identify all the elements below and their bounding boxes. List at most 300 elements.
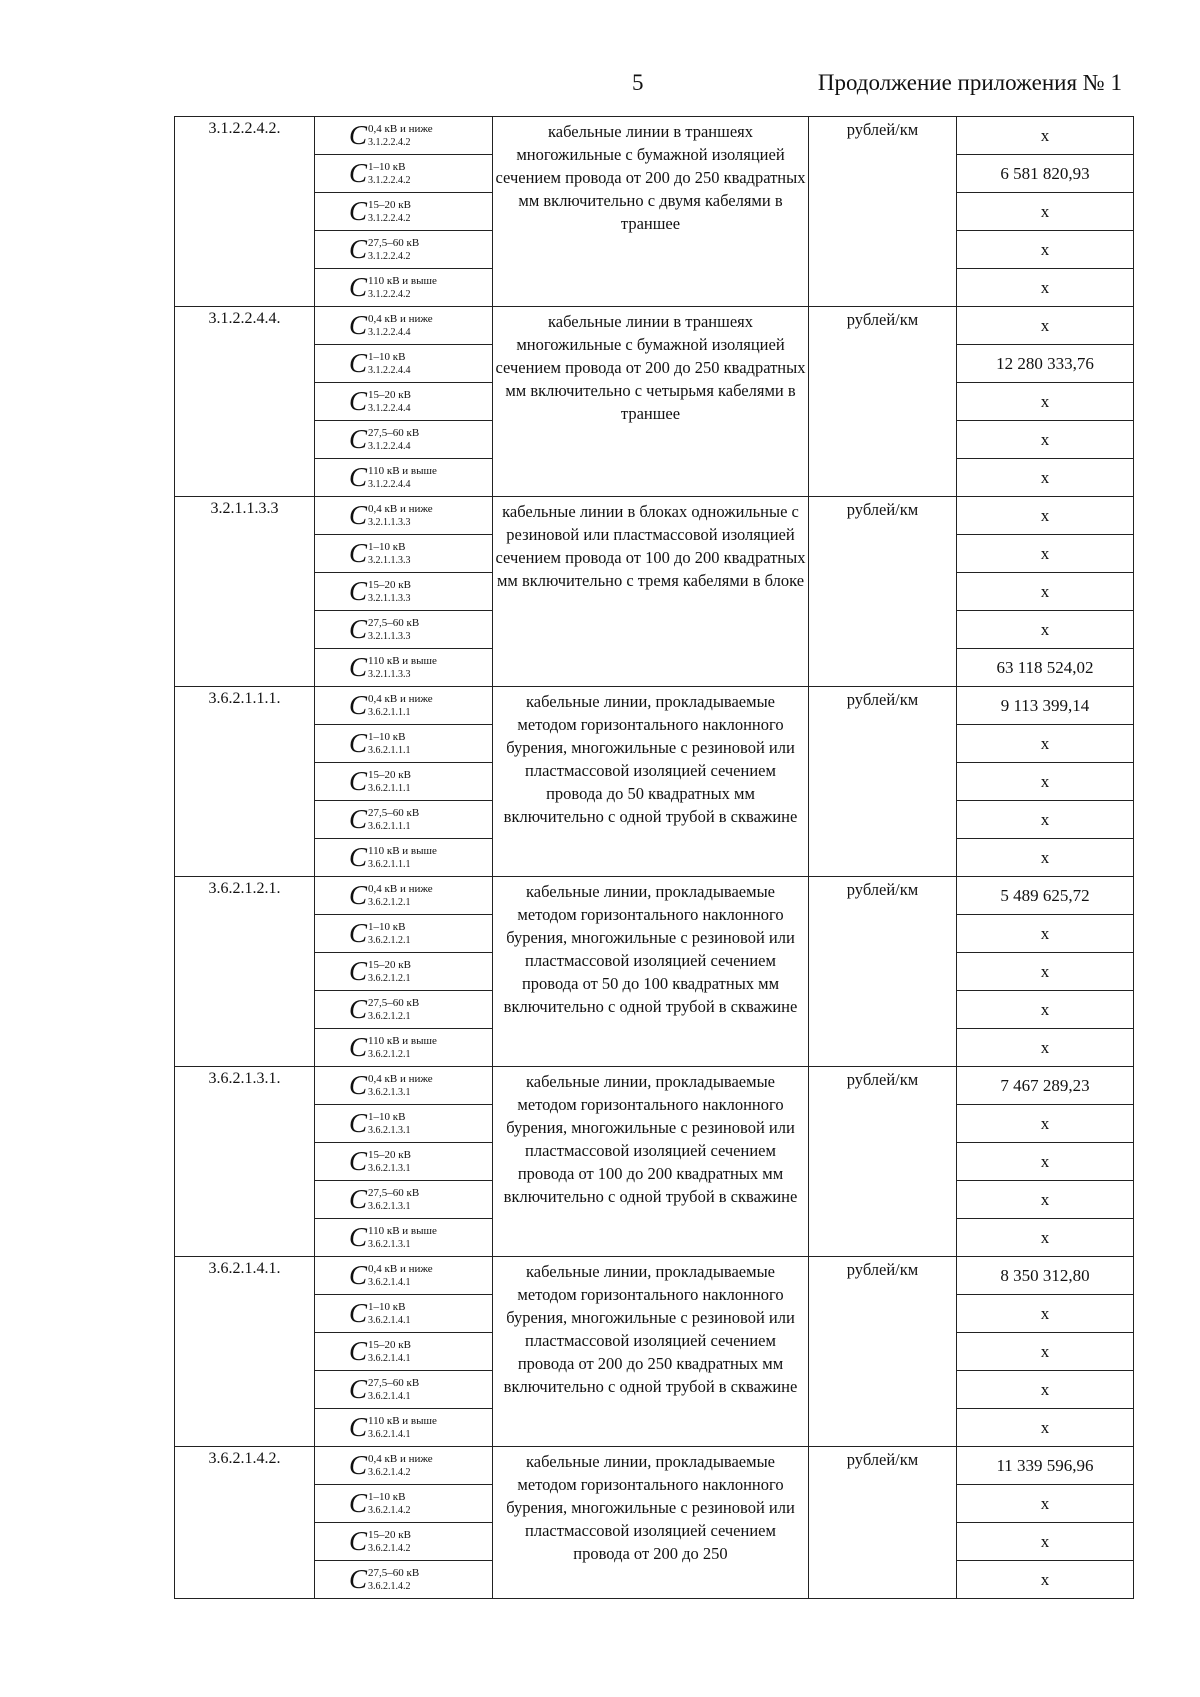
rate-value: 8 350 312,80 [957, 1257, 1134, 1295]
tariff-symbol-letter: C [349, 766, 368, 796]
tariff-symbol-letter: C [349, 1260, 368, 1290]
row-code: 3.2.1.1.3.3 [175, 497, 315, 687]
voltage-level-superscript: 1–10 кВ [368, 920, 406, 933]
tariff-symbol-formula [349, 882, 433, 909]
row-unit: рублей/км [809, 1257, 957, 1447]
row-index-subscript: 3.6.2.1.1.1 [368, 858, 411, 870]
tariff-symbol-indices [368, 1302, 411, 1326]
tariff-symbol [315, 801, 493, 839]
tariff-symbol [315, 459, 493, 497]
tariff-symbol-formula [349, 730, 411, 757]
tariff-symbol [315, 1333, 493, 1371]
tariff-symbol-formula [349, 1224, 437, 1251]
tariff-symbol [315, 1523, 493, 1561]
row-index-subscript: 3.6.2.1.1.1 [368, 782, 411, 794]
tariff-symbol [315, 991, 493, 1029]
tariff-symbol [315, 421, 493, 459]
tariff-symbol-formula [349, 312, 433, 339]
row-index-subscript: 3.6.2.1.1.1 [368, 744, 411, 756]
tariff-symbol-formula [349, 198, 411, 225]
rate-value: х [957, 1333, 1134, 1371]
row-description: кабельные линии, прокладываемые методом горизонтального наклонного бурения, многожильные с резиновой или пластмассовой изоляцией сечением провода от 50 до 100 квадратных мм включительно с одной трубой в скважине [493, 877, 809, 1067]
tariff-symbol [315, 1067, 493, 1105]
voltage-level-superscript: 15–20 кВ [368, 768, 411, 781]
tariff-symbol-letter: C [349, 1564, 368, 1594]
tariff-symbol-letter: C [349, 918, 368, 948]
row-index-subscript: 3.2.1.1.3.3 [368, 516, 411, 528]
tariff-symbol-indices [368, 998, 419, 1022]
voltage-level-superscript: 1–10 кВ [368, 1490, 406, 1503]
row-description: кабельные линии, прокладываемые методом горизонтального наклонного бурения, многожильные с резиновой или пластмассовой изоляцией сечением провода от 100 до 200 квадратных мм включительно с одной трубой в скважине [493, 1067, 809, 1257]
rate-value: х [957, 459, 1134, 497]
row-index-subscript: 3.2.1.1.3.3 [368, 668, 411, 680]
tariff-symbol [315, 535, 493, 573]
voltage-level-superscript: 15–20 кВ [368, 578, 411, 591]
rate-value: х [957, 991, 1134, 1029]
tariff-symbol-formula [349, 122, 433, 149]
tariff-symbol-indices [368, 618, 419, 642]
rate-value: х [957, 611, 1134, 649]
row-unit: рублей/км [809, 1067, 957, 1257]
tariff-symbol-indices [368, 580, 411, 604]
table-row [175, 307, 1134, 345]
row-index-subscript: 3.6.2.1.3.1 [368, 1086, 411, 1098]
rate-value: х [957, 1295, 1134, 1333]
tariff-symbol [315, 649, 493, 687]
tariff-symbol-indices [368, 922, 411, 946]
rate-value: х [957, 231, 1134, 269]
voltage-level-superscript: 1–10 кВ [368, 1110, 406, 1123]
rate-value: х [957, 1029, 1134, 1067]
voltage-level-superscript: 27,5–60 кВ [368, 616, 420, 629]
tariff-symbol-indices [368, 1530, 411, 1554]
tariff-symbol-letter: C [349, 1412, 368, 1442]
tariff-symbol-letter: C [349, 158, 368, 188]
row-index-subscript: 3.6.2.1.4.1 [368, 1314, 411, 1326]
row-index-subscript: 3.1.2.2.4.2 [368, 212, 411, 224]
tariff-symbol-formula [349, 1452, 433, 1479]
row-index-subscript: 3.6.2.1.3.1 [368, 1200, 411, 1212]
rate-value: х [957, 573, 1134, 611]
rate-value: 9 113 399,14 [957, 687, 1134, 725]
tariff-symbol-letter: C [349, 538, 368, 568]
tariff-symbol-indices [368, 884, 433, 908]
tariff-table [174, 116, 1134, 1599]
row-code: 3.6.2.1.4.2. [175, 1447, 315, 1599]
tariff-symbol-formula [349, 958, 411, 985]
row-description: кабельные линии в траншеях многожильные с бумажной изоляцией сечением провода от 200 до 250 квадратных мм включительно с двумя кабелями в траншее [493, 117, 809, 307]
row-index-subscript: 3.1.2.2.4.2 [368, 174, 411, 186]
table-row [175, 1257, 1134, 1295]
voltage-level-superscript: 0,4 кВ и ниже [368, 122, 433, 135]
row-index-subscript: 3.1.2.2.4.4 [368, 326, 411, 338]
tariff-symbol [315, 1485, 493, 1523]
tariff-symbol-indices [368, 656, 437, 680]
tariff-symbol-indices [368, 1568, 419, 1592]
row-index-subscript: 3.2.1.1.3.3 [368, 592, 411, 604]
tariff-symbol-letter: C [349, 880, 368, 910]
tariff-symbol-formula [349, 464, 437, 491]
row-code: 3.6.2.1.3.1. [175, 1067, 315, 1257]
tariff-symbol-formula [349, 502, 433, 529]
tariff-symbol [315, 193, 493, 231]
voltage-level-superscript: 27,5–60 кВ [368, 1566, 420, 1579]
tariff-symbol-letter: C [349, 310, 368, 340]
tariff-symbol-indices [368, 770, 411, 794]
tariff-symbol-indices [368, 1492, 411, 1516]
table-row [175, 117, 1134, 155]
tariff-symbol [315, 687, 493, 725]
tariff-symbol-indices [368, 960, 411, 984]
tariff-symbol-indices [368, 1036, 437, 1060]
tariff-symbol [315, 1105, 493, 1143]
row-index-subscript: 3.1.2.2.4.2 [368, 250, 411, 262]
tariff-symbol-formula [349, 160, 411, 187]
table-row [175, 877, 1134, 915]
tariff-symbol-indices [368, 1454, 433, 1478]
rate-value: х [957, 725, 1134, 763]
voltage-level-superscript: 110 кВ и выше [368, 1034, 437, 1047]
row-index-subscript: 3.6.2.1.2.1 [368, 1048, 411, 1060]
tariff-symbol-letter: C [349, 1336, 368, 1366]
tariff-symbol-indices [368, 808, 419, 832]
voltage-level-superscript: 0,4 кВ и ниже [368, 882, 433, 895]
tariff-symbol-letter: C [349, 348, 368, 378]
table-row [175, 687, 1134, 725]
rate-value: х [957, 117, 1134, 155]
voltage-level-superscript: 1–10 кВ [368, 730, 406, 743]
tariff-symbol-letter: C [349, 956, 368, 986]
tariff-symbol [315, 497, 493, 535]
table-row [175, 1447, 1134, 1485]
tariff-symbol-formula [349, 236, 419, 263]
row-description: кабельные линии, прокладываемые методом горизонтального наклонного бурения, многожильные с резиновой или пластмассовой изоляцией сечением провода до 50 квадратных мм включительно с одной трубой в скважине [493, 687, 809, 877]
tariff-symbol-formula [349, 692, 433, 719]
tariff-symbol-letter: C [349, 272, 368, 302]
voltage-level-superscript: 1–10 кВ [368, 1300, 406, 1313]
tariff-symbol-formula [349, 654, 437, 681]
row-index-subscript: 3.6.2.1.2.1 [368, 934, 411, 946]
row-index-subscript: 3.6.2.1.4.1 [368, 1352, 411, 1364]
rate-value: х [957, 1143, 1134, 1181]
rate-value: х [957, 839, 1134, 877]
tariff-symbol [315, 155, 493, 193]
appendix-title: Продолжение приложения № 1 [817, 70, 1122, 95]
rate-value: х [957, 535, 1134, 573]
row-unit: рублей/км [809, 117, 957, 307]
tariff-symbol-indices [368, 162, 411, 186]
row-index-subscript: 3.1.2.2.4.4 [368, 402, 411, 414]
row-index-subscript: 3.6.2.1.3.1 [368, 1124, 411, 1136]
rate-value: х [957, 915, 1134, 953]
row-code: 3.1.2.2.4.2. [175, 117, 315, 307]
row-index-subscript: 3.1.2.2.4.4 [368, 440, 411, 452]
tariff-symbol-indices [368, 1378, 419, 1402]
voltage-level-superscript: 1–10 кВ [368, 160, 406, 173]
row-code: 3.6.2.1.4.1. [175, 1257, 315, 1447]
row-unit: рублей/км [809, 877, 957, 1067]
tariff-symbol-indices [368, 466, 437, 490]
tariff-symbol [315, 877, 493, 915]
rate-value: 11 339 596,96 [957, 1447, 1134, 1485]
voltage-level-superscript: 0,4 кВ и ниже [368, 1072, 433, 1085]
tariff-symbol-letter: C [349, 1526, 368, 1556]
tariff-symbol [315, 573, 493, 611]
rate-value: х [957, 497, 1134, 535]
tariff-symbol-indices [368, 428, 419, 452]
tariff-symbol [315, 1561, 493, 1599]
rate-value: 5 489 625,72 [957, 877, 1134, 915]
row-unit: рублей/км [809, 497, 957, 687]
row-unit: рублей/км [809, 1447, 957, 1599]
tariff-symbol-letter: C [349, 614, 368, 644]
tariff-symbol-indices [368, 200, 411, 224]
tariff-symbol-formula [349, 1186, 419, 1213]
tariff-symbol-formula [349, 920, 411, 947]
row-index-subscript: 3.6.2.1.2.1 [368, 1010, 411, 1022]
row-index-subscript: 3.1.2.2.4.2 [368, 288, 411, 300]
tariff-symbol-formula [349, 996, 419, 1023]
tariff-symbol-indices [368, 238, 419, 262]
row-code: 3.6.2.1.1.1. [175, 687, 315, 877]
rate-value: х [957, 269, 1134, 307]
voltage-level-superscript: 110 кВ и выше [368, 1224, 437, 1237]
table-row [175, 1067, 1134, 1105]
tariff-symbol [315, 611, 493, 649]
tariff-symbol-formula [349, 1490, 411, 1517]
tariff-symbol-formula [349, 1338, 411, 1365]
tariff-symbol-letter: C [349, 1222, 368, 1252]
tariff-symbol-formula [349, 1300, 411, 1327]
rate-value: х [957, 421, 1134, 459]
tariff-symbol-indices [368, 390, 411, 414]
tariff-symbol [315, 231, 493, 269]
tariff-symbol-letter: C [349, 1070, 368, 1100]
tariff-symbol-indices [368, 1112, 411, 1136]
row-index-subscript: 3.6.2.1.4.1 [368, 1428, 411, 1440]
tariff-symbol-letter: C [349, 652, 368, 682]
tariff-symbol-letter: C [349, 424, 368, 454]
rate-value: х [957, 1523, 1134, 1561]
row-index-subscript: 3.1.2.2.4.4 [368, 364, 411, 376]
tariff-symbol-formula [349, 1414, 437, 1441]
rate-value: х [957, 953, 1134, 991]
tariff-symbol-letter: C [349, 1298, 368, 1328]
tariff-symbol-formula [349, 426, 419, 453]
tariff-symbol [315, 915, 493, 953]
tariff-symbol-letter: C [349, 842, 368, 872]
tariff-symbol-indices [368, 1150, 411, 1174]
voltage-level-superscript: 27,5–60 кВ [368, 996, 420, 1009]
tariff-symbol-indices [368, 1340, 411, 1364]
voltage-level-superscript: 0,4 кВ и ниже [368, 1262, 433, 1275]
voltage-level-superscript: 15–20 кВ [368, 198, 411, 211]
tariff-symbol-letter: C [349, 386, 368, 416]
tariff-symbol-indices [368, 846, 437, 870]
rate-value: 6 581 820,93 [957, 155, 1134, 193]
tariff-symbol-letter: C [349, 500, 368, 530]
tariff-symbol-letter: C [349, 728, 368, 758]
tariff-symbol-formula [349, 844, 437, 871]
voltage-level-superscript: 0,4 кВ и ниже [368, 502, 433, 515]
tariff-symbol-letter: C [349, 1450, 368, 1480]
tariff-symbol [315, 383, 493, 421]
row-index-subscript: 3.1.2.2.4.2 [368, 136, 411, 148]
rate-value: х [957, 1409, 1134, 1447]
row-index-subscript: 3.6.2.1.1.1 [368, 706, 411, 718]
rate-value: х [957, 383, 1134, 421]
row-index-subscript: 3.6.2.1.4.2 [368, 1466, 411, 1478]
tariff-symbol-formula [349, 1072, 433, 1099]
tariff-symbol [315, 1219, 493, 1257]
tariff-symbol-indices [368, 276, 437, 300]
tariff-table-body [175, 117, 1134, 1599]
rate-value: х [957, 307, 1134, 345]
row-index-subscript: 3.6.2.1.4.2 [368, 1542, 411, 1554]
tariff-symbol-letter: C [349, 576, 368, 606]
tariff-symbol-formula [349, 388, 411, 415]
tariff-symbol [315, 953, 493, 991]
voltage-level-superscript: 0,4 кВ и ниже [368, 692, 433, 705]
tariff-table-container [174, 116, 1133, 1599]
tariff-symbol-letter: C [349, 1488, 368, 1518]
tariff-symbol-formula [349, 768, 411, 795]
row-index-subscript: 3.6.2.1.4.1 [368, 1276, 411, 1288]
tariff-symbol-indices [368, 1416, 437, 1440]
tariff-symbol-indices [368, 1188, 419, 1212]
rate-value: 12 280 333,76 [957, 345, 1134, 383]
tariff-symbol [315, 307, 493, 345]
voltage-level-superscript: 15–20 кВ [368, 958, 411, 971]
page-number: 5 [632, 70, 644, 95]
tariff-symbol [315, 1409, 493, 1447]
voltage-level-superscript: 27,5–60 кВ [368, 1376, 420, 1389]
tariff-symbol [315, 1029, 493, 1067]
voltage-level-superscript: 110 кВ и выше [368, 654, 437, 667]
tariff-symbol-indices [368, 314, 433, 338]
rate-value: х [957, 1371, 1134, 1409]
tariff-symbol-letter: C [349, 462, 368, 492]
tariff-symbol-indices [368, 352, 411, 376]
tariff-symbol-formula [349, 1262, 433, 1289]
tariff-symbol-indices [368, 694, 433, 718]
tariff-symbol-letter: C [349, 1374, 368, 1404]
tariff-symbol-indices [368, 732, 411, 756]
tariff-symbol-indices [368, 542, 411, 566]
rate-value: 63 118 524,02 [957, 649, 1134, 687]
voltage-level-superscript: 15–20 кВ [368, 388, 411, 401]
row-index-subscript: 3.6.2.1.2.1 [368, 896, 411, 908]
rate-value: х [957, 1181, 1134, 1219]
tariff-symbol-letter: C [349, 234, 368, 264]
row-description: кабельные линии, прокладываемые методом горизонтального наклонного бурения, многожильные с резиновой или пластмассовой изоляцией сечением провода от 200 до 250 [493, 1447, 809, 1599]
row-index-subscript: 3.2.1.1.3.3 [368, 554, 411, 566]
row-index-subscript: 3.6.2.1.2.1 [368, 972, 411, 984]
rate-value: х [957, 1485, 1134, 1523]
tariff-symbol-indices [368, 1226, 437, 1250]
page-header [0, 70, 1200, 110]
tariff-symbol-formula [349, 1110, 411, 1137]
rate-value: х [957, 1561, 1134, 1599]
row-index-subscript: 3.6.2.1.4.2 [368, 1504, 411, 1516]
tariff-symbol-letter: C [349, 196, 368, 226]
tariff-symbol-letter: C [349, 690, 368, 720]
row-description: кабельные линии, прокладываемые методом горизонтального наклонного бурения, многожильные с резиновой или пластмассовой изоляцией сечением провода от 200 до 250 квадратных мм включительно с одной трубой в скважине [493, 1257, 809, 1447]
tariff-symbol-letter: C [349, 804, 368, 834]
row-description: кабельные линии в блоках одножильные с резиновой или пластмассовой изоляцией сечением провода от 100 до 200 квадратных мм включительно с тремя кабелями в блоке [493, 497, 809, 687]
tariff-symbol [315, 117, 493, 155]
row-index-subscript: 3.2.1.1.3.3 [368, 630, 411, 642]
table-row [175, 497, 1134, 535]
tariff-symbol-formula [349, 1148, 411, 1175]
voltage-level-superscript: 15–20 кВ [368, 1338, 411, 1351]
tariff-symbol-formula [349, 1034, 437, 1061]
tariff-symbol [315, 839, 493, 877]
row-description: кабельные линии в траншеях многожильные с бумажной изоляцией сечением провода от 200 до 250 квадратных мм включительно с четырьмя кабелями в траншее [493, 307, 809, 497]
row-index-subscript: 3.6.2.1.4.2 [368, 1580, 411, 1592]
tariff-symbol [315, 1447, 493, 1485]
tariff-symbol [315, 1295, 493, 1333]
row-code: 3.1.2.2.4.4. [175, 307, 315, 497]
voltage-level-superscript: 27,5–60 кВ [368, 426, 420, 439]
voltage-level-superscript: 27,5–60 кВ [368, 806, 420, 819]
tariff-symbol-formula [349, 540, 411, 567]
rate-value: х [957, 801, 1134, 839]
tariff-symbol [315, 345, 493, 383]
tariff-symbol [315, 1181, 493, 1219]
voltage-level-superscript: 27,5–60 кВ [368, 236, 420, 249]
tariff-symbol-formula [349, 1528, 411, 1555]
tariff-symbol-indices [368, 124, 433, 148]
row-index-subscript: 3.6.2.1.4.1 [368, 1390, 411, 1402]
tariff-symbol-formula [349, 616, 419, 643]
voltage-level-superscript: 27,5–60 кВ [368, 1186, 420, 1199]
voltage-level-superscript: 15–20 кВ [368, 1528, 411, 1541]
tariff-symbol-formula [349, 350, 411, 377]
tariff-symbol [315, 725, 493, 763]
voltage-level-superscript: 0,4 кВ и ниже [368, 1452, 433, 1465]
row-index-subscript: 3.1.2.2.4.4 [368, 478, 411, 490]
row-unit: рублей/км [809, 687, 957, 877]
rate-value: х [957, 763, 1134, 801]
tariff-symbol-letter: C [349, 1184, 368, 1214]
tariff-symbol [315, 763, 493, 801]
voltage-level-superscript: 110 кВ и выше [368, 844, 437, 857]
voltage-level-superscript: 110 кВ и выше [368, 464, 437, 477]
tariff-symbol-letter: C [349, 994, 368, 1024]
row-index-subscript: 3.6.2.1.3.1 [368, 1238, 411, 1250]
rate-value: 7 467 289,23 [957, 1067, 1134, 1105]
tariff-symbol [315, 1143, 493, 1181]
voltage-level-superscript: 110 кВ и выше [368, 1414, 437, 1427]
voltage-level-superscript: 15–20 кВ [368, 1148, 411, 1161]
tariff-symbol-indices [368, 1074, 433, 1098]
tariff-symbol-formula [349, 1376, 419, 1403]
row-index-subscript: 3.6.2.1.3.1 [368, 1162, 411, 1174]
tariff-symbol-letter: C [349, 1032, 368, 1062]
tariff-symbol-formula [349, 274, 437, 301]
tariff-symbol-letter: C [349, 120, 368, 150]
voltage-level-superscript: 1–10 кВ [368, 350, 406, 363]
row-index-subscript: 3.6.2.1.1.1 [368, 820, 411, 832]
tariff-symbol-letter: C [349, 1108, 368, 1138]
tariff-symbol-indices [368, 504, 433, 528]
tariff-symbol-letter: C [349, 1146, 368, 1176]
rate-value: х [957, 193, 1134, 231]
tariff-symbol-formula [349, 806, 419, 833]
voltage-level-superscript: 110 кВ и выше [368, 274, 437, 287]
voltage-level-superscript: 1–10 кВ [368, 540, 406, 553]
